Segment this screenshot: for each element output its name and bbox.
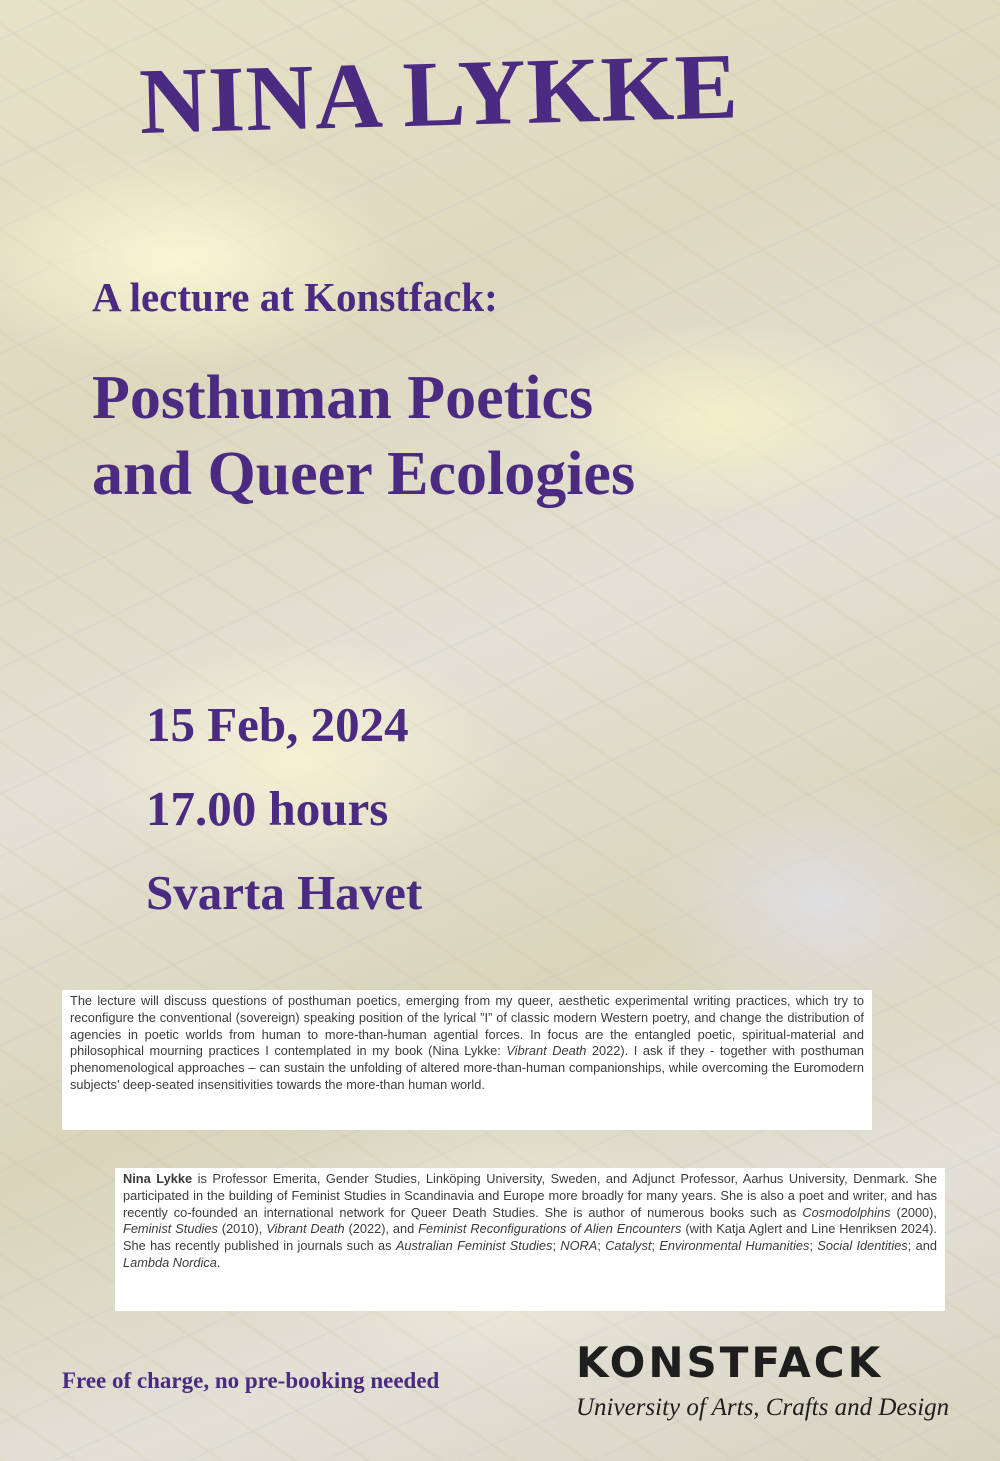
bio-book-title: Vibrant Death bbox=[266, 1221, 345, 1237]
lecture-title bbox=[92, 360, 972, 512]
bio-separator: ; bbox=[552, 1238, 561, 1254]
admission-info: Free of charge, no pre-booking needed bbox=[62, 1368, 440, 1393]
bio-journal-title: Lambda Nordica bbox=[123, 1254, 217, 1270]
bio-text: (2010), bbox=[217, 1221, 267, 1237]
lecture-title-line2: and Queer Ecologies bbox=[92, 440, 636, 508]
bio-text: (with Katja Aglert and Line Henriksen 2024). She has recently published in journals such as bbox=[123, 1221, 937, 1254]
bio-name: Nina Lykke bbox=[123, 1171, 193, 1186]
bio-book-title: Feminist Studies bbox=[123, 1221, 218, 1237]
event-time: 17.00 hours bbox=[146, 781, 389, 836]
bio-journal-title: NORA bbox=[560, 1238, 598, 1254]
speaker-name-title: NINA LYKKE bbox=[138, 34, 741, 154]
bio-separator: ; and bbox=[907, 1238, 937, 1254]
bio-separator: ; bbox=[809, 1238, 818, 1254]
bio-journal-title: Australian Feminist Studies bbox=[395, 1238, 553, 1254]
lecture-title-line1: Posthuman Poetics bbox=[92, 364, 594, 432]
event-info bbox=[146, 683, 422, 935]
bio-separator: ; bbox=[597, 1238, 606, 1254]
bio-book-title: Cosmodolphins bbox=[802, 1204, 891, 1220]
event-date: 15 Feb, 2024 bbox=[146, 697, 409, 752]
speaker-bio-box bbox=[115, 1168, 945, 1311]
konstfack-logo-subtitle: University of Arts, Crafts and Design bbox=[576, 1394, 950, 1421]
bio-text: (2022), and bbox=[344, 1221, 419, 1237]
konstfack-logo: KONSTFACK bbox=[576, 1338, 884, 1387]
bio-journal-title: Social Identities bbox=[817, 1238, 908, 1254]
abstract-text-box bbox=[62, 990, 872, 1130]
bio-separator: ; bbox=[651, 1238, 660, 1254]
bio-text-end: . bbox=[216, 1254, 221, 1270]
bio-text: (2000), bbox=[890, 1204, 937, 1220]
abstract-text-part1: The lecture will discuss questions of posthuman poetics, emerging from my queer, aesthetic experimental writing practices, which try to reconfigure the conventional (sovereign) speaking position of the lyrical ”I” of classic modern Western poetry, and change the distribution of agencies in poetic worlds from human to more-than-human agential forces. In focus are the entangled poetic, spiritual-material and philosophical mourning practices I contemplated in my book (Nina Lykke: bbox=[70, 993, 864, 1059]
lecture-intro: A lecture at Konstfack: bbox=[92, 274, 498, 320]
bio-book-title: Feminist Reconfigurations of Alien Encounters bbox=[418, 1221, 682, 1237]
abstract-book-title: Vibrant Death bbox=[506, 1043, 587, 1059]
bio-journal-title: Catalyst bbox=[605, 1238, 652, 1254]
bio-journal-title: Environmental Humanities bbox=[659, 1238, 810, 1254]
bio-text: is Professor Emerita, Gender Studies, Linköping University, Sweden, and Adjunct Professor, Aarhus University, Denmark. She participated in the building of Feminist Studies in Scandinavia and Europe more broadly for many years. She is also a poet and writer, and has recently co-founded an international network for Queer Death Studies. She is author of numerous books such as bbox=[123, 1171, 937, 1220]
abstract-text-part2: 2022). I ask if they - together with posthuman phenomenological approaches – can sustain the unfolding of altered more-than-human companionships, while overcoming the Euromodern subjects’ deep-seated insensitivities towards the more-than human world. bbox=[70, 1043, 864, 1092]
event-venue: Svarta Havet bbox=[146, 865, 423, 920]
